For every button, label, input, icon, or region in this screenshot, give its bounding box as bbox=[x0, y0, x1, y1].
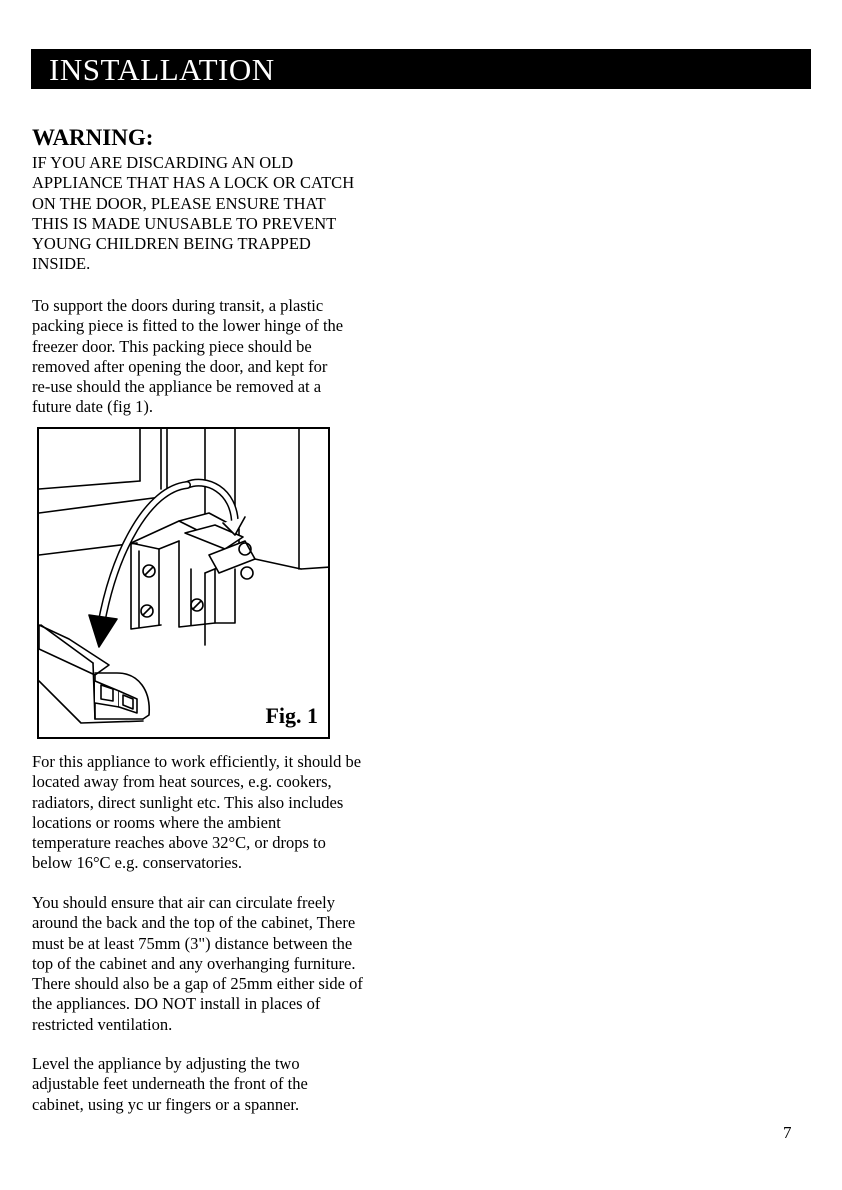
paragraph-line: For this appliance to work efficiently, it should be bbox=[32, 752, 362, 771]
paragraph-line: You should ensure that air can circulate freely bbox=[32, 893, 336, 912]
paragraph-line: below 16°C e.g. conservatories. bbox=[32, 853, 243, 873]
hinge-packing-piece-illustration bbox=[39, 429, 330, 739]
paragraph-line: temperature reaches above 32°C, or drops to bbox=[32, 833, 326, 853]
figure-1-box bbox=[37, 427, 330, 739]
section-header-bar bbox=[31, 49, 811, 89]
paragraph-line: freezer door. This packing piece should be bbox=[32, 336, 312, 356]
paragraph-line: the appliances. DO NOT install in places of bbox=[32, 994, 321, 1014]
warning-text bbox=[32, 153, 412, 275]
warning-line: IF YOU ARE DISCARDING AN OLD bbox=[32, 153, 294, 172]
paragraph-line: located away from heat sources, e.g. cookers, bbox=[32, 772, 332, 792]
levelling-paragraph bbox=[32, 1054, 412, 1115]
warning-line: THIS IS MADE UNUSABLE TO PREVENT bbox=[32, 213, 337, 233]
transit-paragraph bbox=[32, 296, 412, 418]
paragraph-line: must be at least 75mm (3") distance between the bbox=[32, 933, 353, 953]
paragraph-line: radiators, direct sunlight etc. This also includes bbox=[32, 792, 344, 812]
warning-line: APPLIANCE THAT HAS A LOCK OR CATCH bbox=[32, 173, 355, 193]
paragraph-line: There should also be a gap of 25mm either side of bbox=[32, 974, 363, 994]
warning-heading: WARNING: bbox=[32, 125, 154, 150]
section-title: INSTALLATION bbox=[49, 52, 275, 87]
paragraph-line: packing piece is fitted to the lower hinge of the bbox=[32, 316, 344, 336]
paragraph-line: Level the appliance by adjusting the two bbox=[32, 1054, 300, 1073]
ventilation-paragraph bbox=[32, 893, 412, 1035]
paragraph-line: adjustable feet underneath the front of the bbox=[32, 1074, 308, 1094]
warning-line: YOUNG CHILDREN BEING TRAPPED bbox=[32, 234, 311, 254]
paragraph-line: re-use should the appliance be removed at a bbox=[32, 377, 322, 397]
paragraph-line: restricted ventilation. bbox=[32, 1014, 173, 1034]
location-paragraph bbox=[32, 752, 412, 874]
figure-label: Fig. 1 bbox=[265, 703, 318, 728]
paragraph-line: cabinet, using yc ur fingers or a spanner. bbox=[32, 1094, 300, 1114]
paragraph-line: locations or rooms where the ambient bbox=[32, 812, 281, 832]
warning-line: ON THE DOOR, PLEASE ENSURE THAT bbox=[32, 193, 326, 213]
paragraph-line: removed after opening the door, and kept for bbox=[32, 356, 328, 376]
paragraph-line: future date (fig 1). bbox=[32, 397, 153, 417]
paragraph-line: around the back and the top of the cabinet, There bbox=[32, 913, 356, 933]
paragraph-line: To support the doors during transit, a plastic bbox=[32, 296, 324, 315]
warning-line: INSIDE. bbox=[32, 254, 91, 274]
page-number: 7 bbox=[783, 1123, 792, 1142]
paragraph-line: top of the cabinet and any overhanging furniture. bbox=[32, 953, 356, 973]
